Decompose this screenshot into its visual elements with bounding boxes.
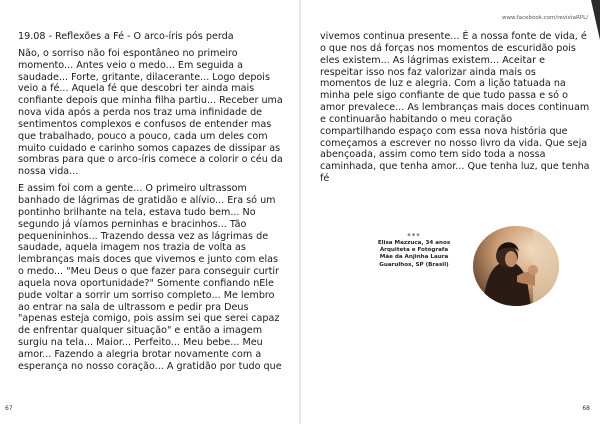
paragraph-1: Não, o sorriso não foi espontâneo no primeiro momento... Antes veio o medo... Em seguida a saudade... Forte, gritante, dilacerante... Logo depois veio a fé... Aquela fé que descobri ter ainda mais confiante depois que minha filha partiu... Receber uma nova vida após a perda nos traz uma infinidade de sentimentos complexos e confusos de entender mas que trabalhado, pouco a pouco, cada um deles com muito cuidado e carinho somos capazes de dissipar as sombras para que o arco-íris comece a colorir o céu da nossa vida... bbox=[18, 47, 283, 178]
paragraph-2: E assim foi com a gente... O primeiro ultrassom banhado de lágrimas de gratidão e alívio... Era só um pontinho brilhante na tela, estava tudo bem... No segundo já víamos perninhas e bracinhos... Tão pequenininhos... Trazendo dessa vez as lágrimas de saudade, aquela imagem nos trazia de volta as lembranças mais doces que vivemos e junto com elas o medo... "Meu Deus o que fazer para conseguir curtir aquela nova oportunidade?" Somente confiando nEle pude voltar a sorrir um sorriso completo... Me lembro ao entrar na sala de ultrassom e pedir pra Deus "apenas esteja comigo, pois assim sei que serei capaz de enfrentar qualquer situação" e então a imagem surgiu na tela... Maior... Perfeito... Meu bebe... Meu amor... Fazendo a alegria brotar novamente com a esperança no nosso coração... A gratidão por tudo que bbox=[18, 183, 282, 372]
author-photo-image bbox=[473, 226, 559, 306]
page-number-left: 67 bbox=[5, 405, 13, 412]
book-spine bbox=[299, 0, 301, 424]
author-profession: Arquiteta e Fotógrafa bbox=[379, 247, 449, 254]
article-title: 19.08 - Reflexões a Fé - O arco-íris pós perda bbox=[18, 31, 234, 42]
author-signature bbox=[354, 232, 474, 269]
author-location: Guarulhos, SP (Brasil) bbox=[379, 261, 449, 268]
author-name: Elisa Mazzuca, 34 anos bbox=[377, 240, 451, 246]
right-text-column bbox=[320, 31, 590, 190]
left-text-column bbox=[18, 31, 284, 378]
author-photo bbox=[473, 226, 559, 306]
right-page bbox=[302, 0, 600, 424]
paragraph-3: vivemos continua presente... É a nossa fonte de vida, é o que nos dá forças nos momentos de escuridão pois eles existem... As lágrimas existem... Aceitar e respeitar isso nos faz valorizar ainda mais os momentos de luz e alegria. Com a lição tatuada na minha pele sigo confiante de que tudo passa e só o amor prevalece... As lembranças mais doces continuam e continuarão habitando o meu coração compartilhando espaço com essa nova história que começamos a escrever no nosso livro da vida. Que seja abençoada, assim como tem sido toda a nossa caminhada, que tenha amor... Que tenha luz, que tenha fé bbox=[320, 31, 590, 185]
stars-divider: *** bbox=[407, 232, 421, 240]
page-number-right: 68 bbox=[582, 405, 590, 412]
corner-tab-decoration bbox=[591, 0, 600, 40]
website-url: www.facebook.com/revistaRPL/ bbox=[502, 15, 588, 21]
author-role: Mãe da Anjinha Laura bbox=[379, 254, 449, 261]
left-page bbox=[0, 0, 298, 424]
